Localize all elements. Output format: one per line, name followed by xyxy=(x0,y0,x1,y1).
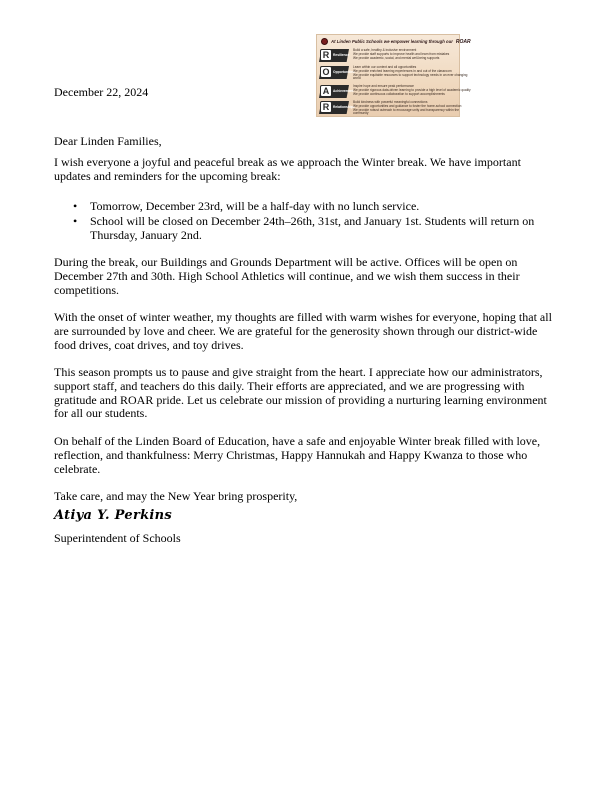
pillar-letter: R xyxy=(320,101,332,113)
pillar-letter: A xyxy=(320,85,332,97)
closing-line: Take care, and may the New Year bring prosperity, xyxy=(54,489,298,503)
pillar-line: community xyxy=(353,111,369,116)
pillar-line: Learn within our context and all opportunities xyxy=(353,65,417,69)
reminder-list xyxy=(54,200,559,242)
pillar-line: We provide equitable resources to support technology needs in an ever changing xyxy=(353,72,468,77)
paragraph-buildings: During the break, our Buildings and Grounds Department will be active. Offices will be open on December 27th and 30th. High School Athletics will continue, and we wish them success in their competitions. xyxy=(54,255,520,297)
district-seal-icon xyxy=(321,38,328,45)
pillar-line: We provide rigorous data-driven learning to provide a high level of academic quality xyxy=(353,87,471,92)
roar-pillar-resilience xyxy=(319,48,459,63)
pillar-line: We provide continuous collaboration to support accomplishments xyxy=(353,91,445,96)
signature: Atiya Y. Perkins xyxy=(54,508,173,523)
banner-header xyxy=(321,37,471,46)
pillar-text xyxy=(353,65,468,81)
banner-title: At Linden Public Schools we empower learning through our xyxy=(331,39,453,44)
pillar-letter: O xyxy=(320,66,332,78)
roar-pillar-opportunities xyxy=(319,65,468,81)
paragraph-season: This season prompts us to pause and give straight from the heart. I appreciate how our administrators, support staff, and teachers do this daily. Their efforts are appreciated, and we are progressing with gratitude and ROAR pride. Let us celebrate our mission of providing a nurturing learning environment for all our students. xyxy=(54,365,547,421)
letter-date: December 22, 2024 xyxy=(54,85,149,99)
pillar-text xyxy=(353,100,462,116)
pillar-word: Achievement xyxy=(333,89,354,93)
pillar-line: We provide robust outreach to encourage unity and transparency within the xyxy=(353,107,460,112)
pillar-text xyxy=(353,49,457,60)
pillar-line: world xyxy=(353,76,361,81)
pillar-line: Build a safe, healthy & inclusive environment xyxy=(353,48,417,52)
pillar-line: Build kindness with powerful meaningful connections xyxy=(353,100,428,104)
pillar-word: Relationships xyxy=(333,105,355,109)
paragraph-board: On behalf of the Linden Board of Education, have a safe and enjoyable Winter break filled with love, reflection, and thankfulness: Merry Christmas, Happy Hannukah and Happy Kwanza to those who celebrate. xyxy=(54,434,541,476)
pillar-letter: R xyxy=(320,49,332,61)
pillar-word: Opportunities xyxy=(333,70,355,74)
pillar-line: We provide academic, social, and mental well-being supports xyxy=(353,55,440,60)
roar-banner xyxy=(316,34,471,117)
pillar-line: Inspire hope and ensure peak performance xyxy=(353,84,414,88)
banner-brand: ROAR xyxy=(455,38,471,45)
pillar-word: Resilience xyxy=(333,53,350,57)
paragraph-winter: With the onset of winter weather, my thoughts are filled with warm wishes for everyone, hoping that all are surrounded by love and cheer. We are grateful for the generosity shown through our district-wide food drives, coat drives, and toy drives. xyxy=(54,310,552,352)
pillar-line: We provide staff supports to improve health and learn from mistakes xyxy=(353,51,450,56)
salutation: Dear Linden Families, xyxy=(54,134,162,148)
signature-title: Superintendent of Schools xyxy=(54,531,181,545)
list-item: • Tomorrow, December 23rd, will be a half-day with no lunch service. xyxy=(54,200,559,214)
pillar-line: We provide opportunities and guidance to foster the home-school connection xyxy=(353,103,462,108)
pillar-line: We provide enriched learning experiences in and out of the classroom xyxy=(353,68,452,73)
list-item: • School will be closed on December 24th–26th, 31st, and January 1st. Students will return on Thursday, January 2nd. xyxy=(54,215,559,243)
intro-paragraph: I wish everyone a joyful and peaceful break as we approach the Winter break. We have important updates and reminders for the upcoming break: xyxy=(54,155,521,183)
roar-pillar-relationships xyxy=(319,100,462,116)
